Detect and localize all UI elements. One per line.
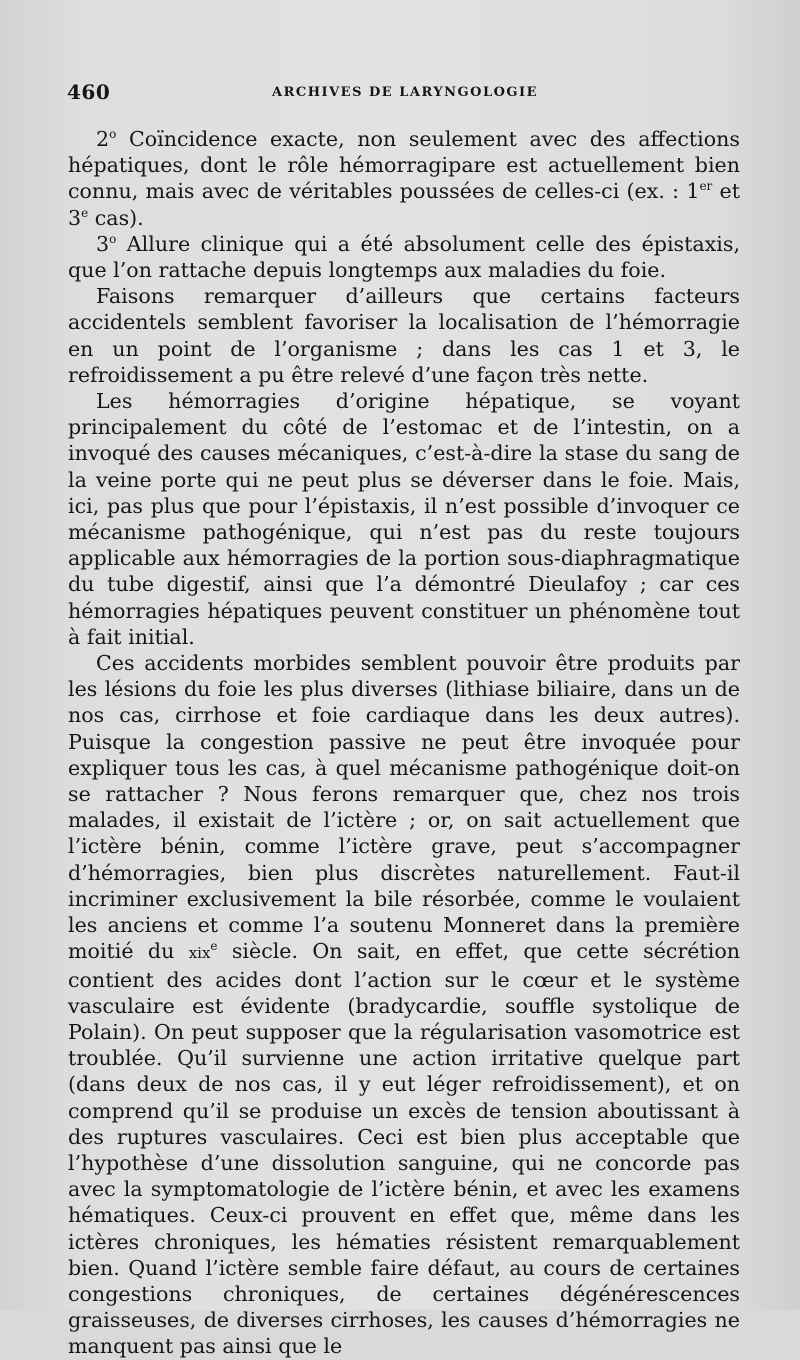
paragraph-p3 xyxy=(68,283,740,388)
text-run: 2 xyxy=(96,127,110,151)
paragraph-p4 xyxy=(68,388,740,650)
text-run: Ces accidents morbides semblent pouvoir être produits par les lésions du foie les plus diverses (lithiase biliaire, dans un de nos cas, cirrhose et foie cardiaque dans les deux autres). Puisque la congestion passive ne peut être invoquée pour expliquer tous les cas, à quel mécanisme pathogénique doit-on se rattacher ? Nous ferons remarquer que, chez nos trois malades, il existait de l’ictère ; or, on sait actuellement que l’ictère bénin, comme l’ictère grave, peut s’accompagner d’hémorragies, bien plus discrètes naturellement. Faut-il incriminer exclusivement la bile résorbée, comme le voulaient les anciens et comme l’a soutenu Monneret dans la première moitié du xyxy=(68,651,740,964)
text-run: Coïncidence exacte, non seulement avec des affections hépatiques, dont le rôle hémorragipare est actuellement bien connu, mais avec de véritables poussées de celles-ci (ex. : 1 xyxy=(68,127,740,204)
text-run: Les hémorragies d’origine hépatique, se voyant principalement du côté de l’estomac et de l’intestin, on a invoqué des causes mécaniques, c’est-à-dire la stase du sang de la veine porte qui ne peut plus se déverser dans le foie. Mais, ici, pas plus que pour l’épistaxis, il n’est possible d’invoquer ce mécanisme pathogénique, qui n’est pas du reste toujours applicable aux hémorragies de la portion sous-diaphragmatique du tube digestif, ainsi que l’a démontré Dieulafoy ; car ces hémorragies hépatiques peuvent constituer un phénomène tout à fait initial. xyxy=(68,389,740,649)
small-caps-text: xix xyxy=(188,944,211,963)
text-run: 3 xyxy=(96,231,110,256)
page-header xyxy=(67,80,743,110)
superscript: e xyxy=(210,939,218,954)
text-run: et 3 xyxy=(68,179,740,230)
running-title: ARCHIVES DE LARYNGOLOGIE xyxy=(272,85,538,100)
body-text xyxy=(68,126,740,1360)
text-run: Allure clinique qui a été absolument celle des épistaxis, que l’on rattache depuis longtemps aux maladies du foie. xyxy=(68,231,740,283)
paragraph-p5 xyxy=(68,650,740,1359)
text-run: Faisons remarquer d’ailleurs que certains facteurs accidentels semblent favoriser la localisation de l’hémorragie en un point de l’organisme ; dans les cas 1 et 3, le refroidissement a pu être relevé d’une façon très nette. xyxy=(68,284,740,387)
superscript: er xyxy=(699,179,713,194)
superscript: e xyxy=(81,205,89,220)
paragraph-p1 xyxy=(68,126,740,231)
text-run: siècle. On sait, en effet, que cette sécrétion contient des acides dont l’action sur le cœur et le système vasculaire est évidente (bradycardie, souffle systolique de Polain). On peut supposer que la régularisation vasomotrice est troublée. Qu’il survienne une action irritative quelque part (dans deux de nos cas, il y eut léger refroidissement), et on comprend qu’il se produise un excès de tension aboutissant à des ruptures vasculaires. Ceci est bien plus acceptable que l’hypothèse d’une dissolution sanguine, qui ne concorde pas avec la symptomatologie de l’ictère bénin, et avec les examens hématiques. Ceux-ci prouvent en effet que, même dans les ictères chroniques, les hématies résistent remarquablement bien. Quand l’ictère semble faire défaut, au cours de certaines congestions chroniques, de certaines dégénérescences graisseuses, de diverses cirrhoses, les causes d’hémorragies ne manquent pas ainsi que le xyxy=(68,939,740,1359)
superscript: o xyxy=(109,231,117,246)
paragraph-p2 xyxy=(68,231,740,283)
superscript: o xyxy=(109,127,117,141)
page-number: 460 xyxy=(67,80,111,104)
text-run: cas). xyxy=(88,205,144,230)
